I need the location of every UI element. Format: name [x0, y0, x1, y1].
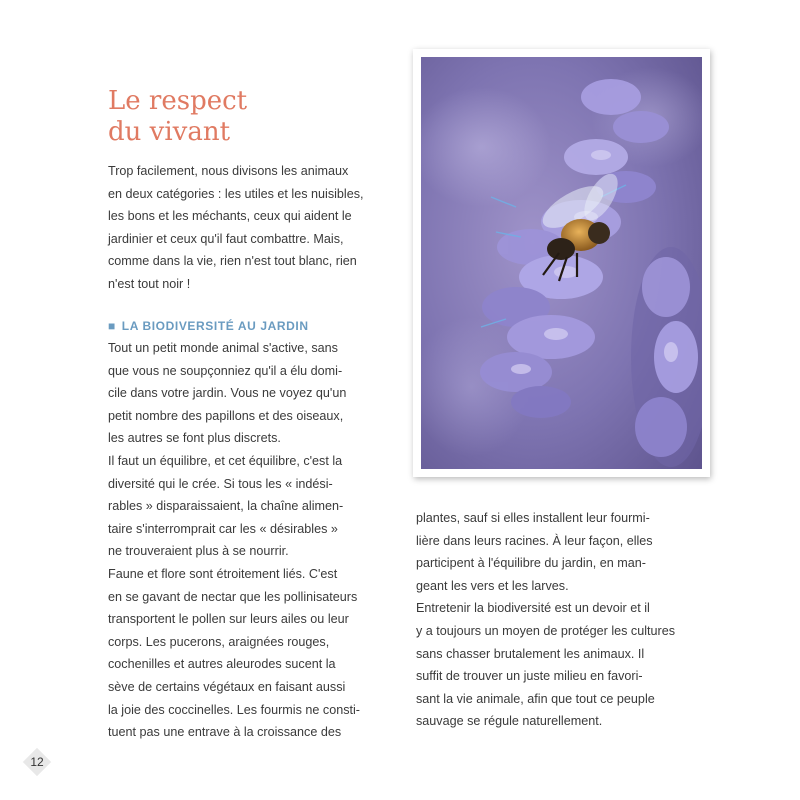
left-body-column [108, 337, 390, 744]
page-title-line-1: Le respect [108, 86, 248, 116]
left-body-text: Tout un petit monde animal s'active, sans que vous ne soupçonniez qu'il a élu domi- cile dans votre jardin. Vous ne voyez qu'un petit nombre des papillons et des oiseaux, les autres se font plus discrets. Il faut un équilibre, et cet équilibre, c'est la diversité qui le crée. Si tous les « indési- rables » disparaissaient, la chaîne alimen- taire s'interromprait car les « désirables » ne trouveraient plus à se nourrir. Faune et flore sont étroitement liés. C'est en se gavant de nectar que les pollinisateurs transportent le pollen sur leurs ailes ou leur corps. Les pucerons, araignées rouges, cochenilles et autres aleurodes sucent la sève de certains végétaux en faisant aussi la joie des coccinelles. Les fourmis ne consti- tuent pas une entrave à la croissance des [108, 341, 360, 740]
section-heading-text: LA BIODIVERSITÉ AU JARDIN [121, 319, 309, 333]
right-body-column [416, 507, 716, 733]
bee-on-lavender-photo [413, 49, 710, 477]
photo-illustration [421, 57, 702, 469]
page-title [108, 86, 247, 148]
intro-paragraph: Trop facilement, nous divisons les animaux en deux catégories : les utiles et les nuisibles, les bons et les méchants, ceux qui aident le jardinier et ceux qu'il faut combattre. Mais, comme dans la vie, rien n'est tout blanc, rien n'est tout noir ! [108, 164, 364, 291]
page-title-line-2: du vivant [108, 117, 231, 147]
right-body-text: plantes, sauf si elles installent leur fourmi- lière dans leurs racines. À leur façon, elles participent à l'équilibre du jardin, en man- geant les vers et les larves. Entretenir la biodiversité est un devoir et il y a toujours un moyen de protéger les cultures sans chasser brutalement les animaux. Il suffit de trouver un juste milieu en favori- sant la vie animale, afin que tout ce peuple sauvage se régule naturellement. [416, 511, 676, 729]
page-number-badge [22, 747, 52, 777]
section-heading [108, 315, 390, 337]
intro-paragraph-block [108, 160, 390, 296]
page-number: 12 [30, 755, 44, 769]
section-bullet: ■ [108, 319, 116, 333]
